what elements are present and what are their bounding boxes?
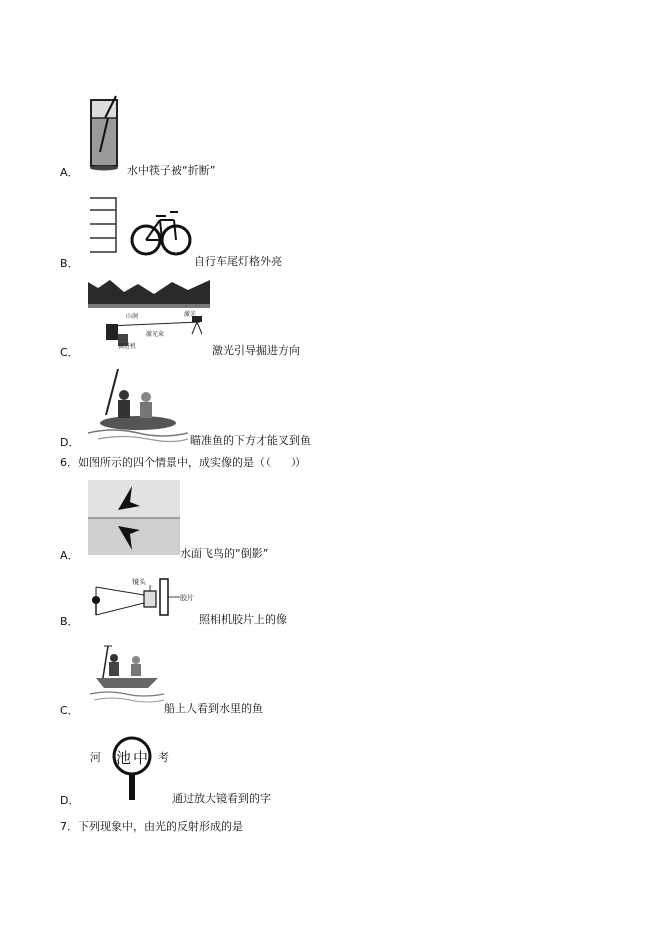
magnifier-char: 河	[90, 751, 101, 764]
magnifier-figure	[88, 736, 178, 802]
question-stem-end: ）	[295, 456, 306, 469]
option-letter: B．	[60, 257, 79, 270]
figure-label: 镜头	[132, 578, 146, 586]
option-letter: C．	[60, 346, 79, 359]
option-caption: 水面飞鸟的“倒影”	[180, 547, 269, 560]
magnifier-char: 池	[116, 749, 132, 767]
magnifier-char: 中	[133, 749, 149, 767]
question-7-stem: 7．下列现象中，由光的反射形成的是	[60, 820, 243, 833]
question-stem: 6．如图所示的四个情景中，成实像的是（	[60, 456, 265, 469]
figure-label: 掘进机	[118, 343, 137, 350]
option-caption: 激光引导掘进方向	[212, 344, 300, 357]
option-caption: 瞄准鱼的下方才能叉到鱼	[190, 434, 311, 447]
option-letter: D．	[60, 436, 80, 449]
fisherman-figure	[88, 367, 188, 443]
option-letter: A．	[60, 166, 79, 179]
bird-reflection-figure	[88, 480, 180, 555]
glass-chopstick-figure	[88, 94, 124, 174]
option-letter: A．	[60, 549, 79, 562]
tunnel-laser-figure	[88, 278, 210, 352]
figure-label: 激光	[184, 311, 197, 318]
option-caption: 水中筷子被“折断”	[127, 164, 216, 177]
figure-label: 胶片	[180, 594, 194, 602]
option-caption: 船上人看到水里的鱼	[164, 702, 263, 715]
bicycle-figure	[88, 196, 192, 262]
question-6-stem	[60, 456, 306, 470]
option-letter: C．	[60, 704, 79, 717]
option-letter: B．	[60, 615, 79, 628]
option-caption: 自行车尾灯格外亮	[194, 255, 282, 268]
magnifier-char: 考	[158, 751, 169, 764]
option-letter: D．	[60, 794, 80, 807]
option-caption: 照相机胶片上的像	[199, 613, 287, 626]
figure-label: 激光束	[146, 331, 165, 338]
camera-lens-figure	[88, 575, 198, 621]
answer-blank	[267, 457, 295, 467]
option-caption: 通过放大镜看到的字	[172, 792, 271, 805]
figure-label: 山洞	[126, 313, 139, 320]
boat-people-figure	[88, 644, 166, 704]
